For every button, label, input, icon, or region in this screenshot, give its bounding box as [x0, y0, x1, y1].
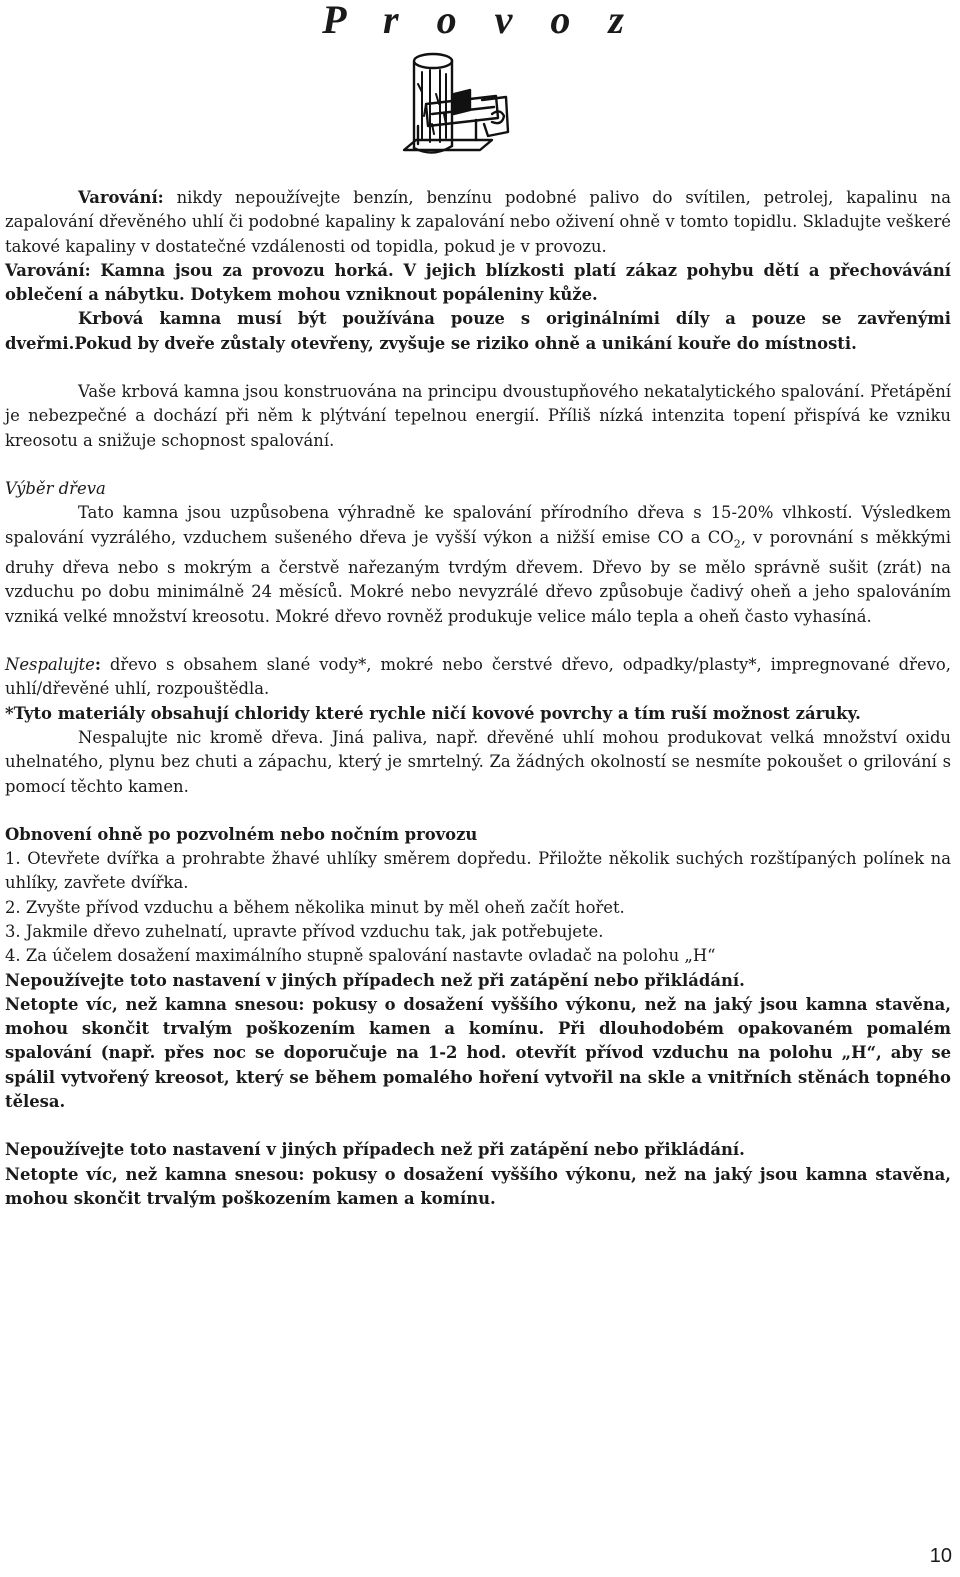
log-splitter-drawing-icon: [396, 44, 520, 164]
page-number: 10: [929, 1545, 952, 1567]
restart-step: 1. Otevřete dvířka a prohrabte žhavé uhlíky směrem dopředu. Přiložte několik suchých rozštípaných polínek na uhlíky, zavřete dvířka.: [5, 849, 951, 893]
final-overheat-warning: Netopte víc, než kamna snesou: pokusy o dosažení vyššího výkonu, než na jaký jsou kamna stavěna, mohou skončit trvalým poškozením kamen a komínu.: [5, 1164, 951, 1208]
wood-text-part1: Tato kamna jsou uzpůsobena výhradně ke spalování přírodního dřeva s 15-20% vlhkostí. Výsledkem spalování vyzrálého, vzduchem sušeného dřeva je vyšší výkon a nižší emise CO a CO: [5, 503, 951, 547]
hot-stove-warning: Varování: Kamna jsou za provozu horká. V jejich blízkosti platí zákaz pohybu dětí a přechovávání oblečení a nábytku. Dotykem mohou vzniknout popáleniny kůže.: [5, 260, 951, 305]
co2-subscript: 2: [733, 536, 741, 550]
page-title: P r o v o z: [322, 0, 638, 42]
do-not-burn-colon: :: [94, 655, 101, 675]
other-fuels-paragraph: Nespalujte nic kromě dřeva. Jiná paliva, např. dřevěné uhlí mohou produkovat velká množství oxidu uhelnatého, plynu bez chuti a zápachu, který je smrtelný. Za žádných okolností se nesmíte pokoušet o grilování s pomocí těchto kamen.: [5, 727, 951, 796]
restart-step: 2. Zvyšte přívod vzduchu a během několika minut by měl oheň začít hořet.: [5, 897, 625, 917]
final-setting-warning: Nepoužívejte toto nastavení v jiných případech než při zatápění nebo přikládání.: [5, 1140, 745, 1160]
do-not-burn-text: dřevo s obsahem slané vody*, mokré nebo čerstvé dřevo, odpadky/plasty*, impregnované dřevo, uhlí/dřevěné uhlí, rozpouštědla.: [5, 655, 951, 699]
wood-text-part2: , v porovnání s měkkými druhy dřeva nebo s mokrým a čerstvě nařezaným tvrdým dřevem. Dřevo by se mělo správně sušit (zrát) na vzduchu po dobu minimálně 24 měsíců. Mokré nebo nevyzrálé dřevo způsobuje čadivý oheň a jeho spalováním vzniká velké množství kreosotu. Mokré dřevo rovněž produkuje velice málo tepla a oheň často vyhasíná.: [5, 527, 951, 626]
wood-choice-text: [5, 501, 951, 629]
do-not-burn-paragraph: [5, 653, 951, 702]
do-not-burn-label: Nespalujte: [5, 655, 95, 675]
overheat-warning: Netopte víc, než kamna snesou: pokusy o dosažení vyššího výkonu, než na jaký jsou kamna stavěna, mohou skončit trvalým poškozením kamen a komínu. Při dlouhodobém opakovaném pomalém spalování (např. přes noc se doporučuje na 1-2 hod. otevřít přívod vzduchu na polohu „H“, aby se spálil vytvořený kreosot, který se během pomalého hoření vytvořil na skle a vnitřních stěnách topného tělesa.: [5, 994, 951, 1112]
setting-warning: Nepoužívejte toto nastavení v jiných případech než při zatápění nebo přikládání.: [5, 970, 745, 990]
combustion-paragraph: Vaše krbová kamna jsou konstruována na principu dvoustupňového nekatalytického spalování. Přetápění je nebezpečné a dochází při něm k plýtvání tepelnou energií. Příliš nízká intenzita topení přispívá ke vzniku kreosotu a snižuje schopnost spalování.: [5, 382, 951, 450]
warning-text: nikdy nepoužívejte benzín, benzínu podobné palivo do svítilen, petrolej, kapalinu na zapalování dřevěného uhlí či podobné kapaliny k zapalování nebo oživení ohně v tomto topidlu. Skladujte veškeré takové kapaliny v dostatečné vzdálenosti od topidla, pokud je v provozu.: [5, 188, 951, 256]
restart-step: 4. Za účelem dosažení maximálního stupně spalování nastavte ovladač na polohu „H“: [5, 946, 716, 966]
wood-choice-heading: Výběr dřeva: [5, 478, 106, 498]
door-warning: Krbová kamna musí být používána pouze s originálními díly a pouze se zavřenými dveřmi.Pokud by dveře zůstaly otevřeny, zvyšuje se riziko ohně a unikání kouře do místnosti.: [5, 309, 951, 353]
chloride-footnote: *Tyto materiály obsahují chloridy které rychle ničí kovové povrchy a tím ruší možnost záruky.: [5, 703, 861, 723]
warning-label: Varování:: [78, 188, 164, 207]
restart-step: 3. Jakmile dřevo zuhelnatí, upravte přívod vzduchu tak, jak potřebujete.: [5, 922, 604, 941]
restart-heading: Obnovení ohně po pozvolném nebo nočním provozu: [5, 824, 478, 844]
fuel-warning: [5, 186, 951, 259]
page-content: [5, 186, 951, 1211]
